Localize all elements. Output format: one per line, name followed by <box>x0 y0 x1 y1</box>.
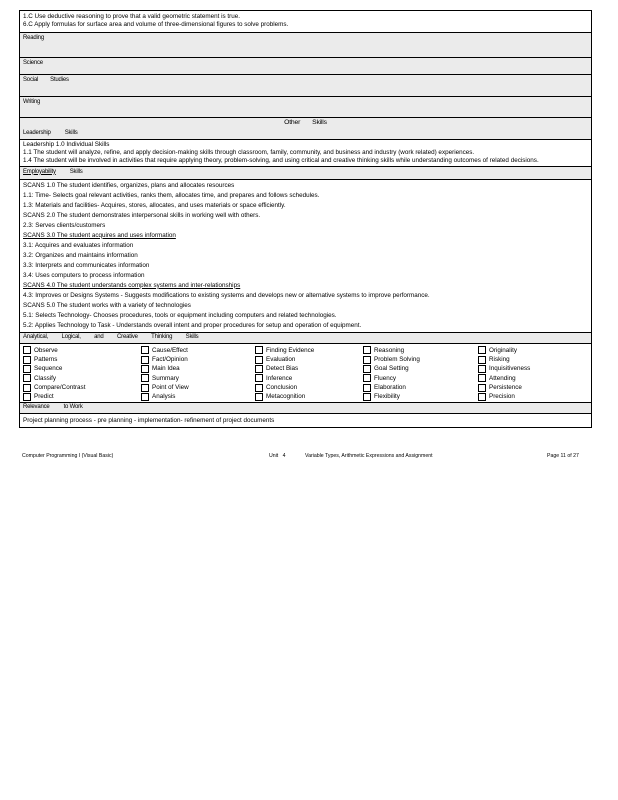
checkbox[interactable] <box>141 374 149 382</box>
science-section <box>20 57 591 74</box>
checkbox[interactable] <box>255 365 263 373</box>
thinking-skill-label: Fact/Opinion <box>152 356 188 364</box>
standards-table <box>19 10 592 428</box>
checkbox[interactable] <box>23 365 31 373</box>
checkbox[interactable] <box>363 365 371 373</box>
employability-line: SCANS 5.0 The student works with a variety of technologies <box>23 301 191 309</box>
thinking-skill-label: Inference <box>266 374 293 382</box>
employability-standards <box>20 179 591 332</box>
thinking-skill-item <box>255 383 363 392</box>
thinking-skill-label: Inquisitiveness <box>489 365 531 373</box>
thinking-skill-item <box>255 364 363 373</box>
thinking-skill-label: Point of View <box>152 384 189 392</box>
checkbox[interactable] <box>478 356 486 364</box>
checkbox[interactable] <box>363 356 371 364</box>
thinking-skill-label: Conclusion <box>266 384 298 392</box>
employability-label-a: Employability <box>23 168 56 175</box>
leadership-line: 1.4 The student will be involved in activities that require applying theory, problem-solving, and using critical and creative thinking skills while understanding outcomes of related decisions. <box>23 157 539 165</box>
science-label: Science <box>23 59 43 66</box>
thinking-skill-item <box>363 346 478 355</box>
thinking-skill-item <box>363 383 478 392</box>
thinking-skill-item <box>478 346 593 355</box>
thinking-skill-label: Evaluation <box>266 356 296 364</box>
thinking-skill-label: Summary <box>152 374 179 382</box>
leadership-line: 1.1 The student will analyze, refine, and apply decision-making skills through classroom, family, community, and business and industry (work related) experiences. <box>23 148 475 156</box>
checkbox[interactable] <box>141 356 149 364</box>
thinking-skill-item <box>478 364 593 373</box>
leadership-label-b: Skills <box>64 129 78 136</box>
other-skills-label-a: Other <box>284 118 301 126</box>
footer-course: Computer Programming I (Visual Basic) <box>22 453 114 459</box>
checkbox[interactable] <box>23 393 31 401</box>
thinking-skill-label: Detect Bias <box>266 365 299 373</box>
checkbox[interactable] <box>23 346 31 354</box>
thinking-skill-item <box>255 355 363 364</box>
thinking-skill-item <box>141 364 255 373</box>
relevance-label-b: to Work <box>63 404 83 411</box>
checkbox[interactable] <box>478 346 486 354</box>
checkbox[interactable] <box>141 365 149 373</box>
checkbox[interactable] <box>363 346 371 354</box>
thinking-skill-item <box>23 392 141 401</box>
thinking-skill-item <box>141 383 255 392</box>
employability-line: 3.4: Uses computers to process information <box>23 271 145 279</box>
employability-line: 3.3: Interprets and communicates information <box>23 261 150 269</box>
thinking-skill-item <box>478 383 593 392</box>
social-studies-label-a: Social <box>23 76 39 83</box>
checkbox[interactable] <box>255 384 263 392</box>
employability-line: SCANS 3.0 The student acquires and uses information <box>23 231 176 239</box>
checkbox[interactable] <box>255 356 263 364</box>
thinking-skill-item <box>141 346 255 355</box>
thinking-skill-item <box>23 355 141 364</box>
math-line: 6.C Apply formulas for surface area and volume of three-dimensional figures to solve problems. <box>23 21 289 29</box>
checkbox[interactable] <box>478 365 486 373</box>
reading-label: Reading <box>23 34 44 41</box>
thinking-skill-label: Originality <box>489 346 517 354</box>
checkbox[interactable] <box>478 384 486 392</box>
social-studies-label-b: Studies <box>50 76 69 83</box>
thinking-skill-label: Goal Setting <box>374 365 409 373</box>
employability-line: 3.1: Acquires and evaluates information <box>23 241 134 249</box>
thinking-skill-label: Risking <box>489 356 510 364</box>
thinking-skills-header <box>20 332 591 343</box>
employability-line: 1.3: Materials and facilities- Acquires, stores, allocates, and uses materials or space efficiently. <box>23 201 286 209</box>
checkbox[interactable] <box>478 393 486 401</box>
employability-label-b: Skills <box>69 168 83 175</box>
checkbox[interactable] <box>23 356 31 364</box>
checkbox[interactable] <box>363 393 371 401</box>
thinking-skill-item <box>478 392 593 401</box>
thinking-skill-item <box>363 392 478 401</box>
thinking-skill-label: Attending <box>489 374 516 382</box>
thinking-skill-label: Precision <box>489 393 515 401</box>
thinking-skill-item <box>23 374 141 383</box>
other-skills-header <box>20 117 591 130</box>
leadership-line: Leadership 1.0 Individual Skills <box>23 140 110 148</box>
thinking-skill-item <box>141 392 255 401</box>
social-studies-section <box>20 74 591 96</box>
employability-line: 5.1: Selects Technology- Chooses procedures, tools or equipment including computers and related technologies. <box>23 311 337 319</box>
thinking-skill-item <box>363 355 478 364</box>
checkbox[interactable] <box>478 374 486 382</box>
math-standards <box>20 11 591 32</box>
thinking-skill-label: Analysis <box>152 393 176 401</box>
footer-unit: Unit 4 <box>269 453 286 459</box>
employability-line: SCANS 4.0 The student understands complex systems and inter-relationships <box>23 281 241 289</box>
checkbox[interactable] <box>23 384 31 392</box>
footer-unit-title: Variable Types, Arithmetic Expressions and Assignment <box>305 453 433 459</box>
footer-page: Page 11 of 27 <box>547 453 579 459</box>
thinking-skill-label: Metacognition <box>266 393 306 401</box>
leadership-standards <box>20 139 591 166</box>
checkbox[interactable] <box>255 374 263 382</box>
employability-line: 2.3: Serves clients/customers <box>23 221 106 229</box>
checkbox[interactable] <box>255 393 263 401</box>
checkbox[interactable] <box>141 393 149 401</box>
leadership-header <box>20 130 591 139</box>
thinking-skills-label: Analytical, Logical, and Creative Thinking Skills <box>23 333 199 340</box>
math-line: 1.C Use deductive reasoning to prove that a valid geometric statement is true. <box>23 13 241 20</box>
checkbox[interactable] <box>363 374 371 382</box>
other-skills-label-b: Skills <box>312 118 327 126</box>
thinking-skill-item <box>141 374 255 383</box>
writing-section <box>20 96 591 117</box>
thinking-skill-item <box>255 374 363 383</box>
checkbox[interactable] <box>141 346 149 354</box>
thinking-skill-label: Cause/Effect <box>152 346 188 354</box>
thinking-skill-label: Patterns <box>34 356 58 364</box>
employability-header <box>20 166 591 179</box>
checkbox[interactable] <box>255 346 263 354</box>
employability-line: 3.2: Organizes and maintains information <box>23 251 138 259</box>
thinking-skill-item <box>23 364 141 373</box>
thinking-skill-label: Problem Solving <box>374 356 420 364</box>
employability-line: 5.2: Applies Technology to Task - Understands overall intent and proper procedures for setup and operation of equipment. <box>23 321 362 329</box>
relevance-label-a: Relevance <box>23 404 50 411</box>
relevance-content <box>20 413 591 428</box>
thinking-skill-item <box>478 374 593 383</box>
relevance-header <box>20 402 591 413</box>
thinking-skill-item <box>255 346 363 355</box>
thinking-skill-label: Finding Evidence <box>266 346 315 354</box>
reading-section <box>20 32 591 57</box>
checkbox[interactable] <box>141 384 149 392</box>
writing-label: Writing <box>23 98 41 105</box>
employability-line: 1.1: Time- Selects goal relevant activities, ranks them, allocates time, and prepares and follows schedules. <box>23 191 320 199</box>
thinking-skill-label: Reasoning <box>374 346 405 354</box>
thinking-skill-label: Predict <box>34 393 54 401</box>
thinking-skill-label: Persistence <box>489 384 522 392</box>
thinking-skill-label: Observe <box>34 346 58 354</box>
relevance-text: Project planning process - pre planning - implementation- refinement of project documents <box>23 417 275 425</box>
thinking-skill-item <box>141 355 255 364</box>
thinking-skill-label: Flexibility <box>374 393 400 401</box>
leadership-label-a: Leadership <box>23 129 51 136</box>
thinking-skill-item <box>478 355 593 364</box>
thinking-skill-label: Classify <box>34 374 57 382</box>
thinking-skill-label: Elaboration <box>374 384 406 392</box>
thinking-skill-label: Fluency <box>374 374 397 382</box>
thinking-skill-item <box>23 346 141 355</box>
checkbox[interactable] <box>363 384 371 392</box>
thinking-skill-label: Compare/Contrast <box>34 384 86 392</box>
thinking-skill-item <box>363 374 478 383</box>
employability-line: 4.3: Improves or Designs Systems - Suggests modifications to existing systems and develops new or alternative systems to improve performance. <box>23 291 430 299</box>
thinking-skill-item <box>363 364 478 373</box>
employability-line: SCANS 1.0 The student identifies, organizes, plans and allocates resources <box>23 181 235 189</box>
thinking-skill-label: Sequence <box>34 365 63 373</box>
employability-line: SCANS 2.0 The student demonstrates interpersonal skills in working well with others. <box>23 211 261 219</box>
thinking-skill-label: Main Idea <box>152 365 180 373</box>
thinking-skill-item <box>23 383 141 392</box>
checkbox[interactable] <box>23 374 31 382</box>
thinking-skill-item <box>255 392 363 401</box>
thinking-skills-grid <box>20 343 591 403</box>
